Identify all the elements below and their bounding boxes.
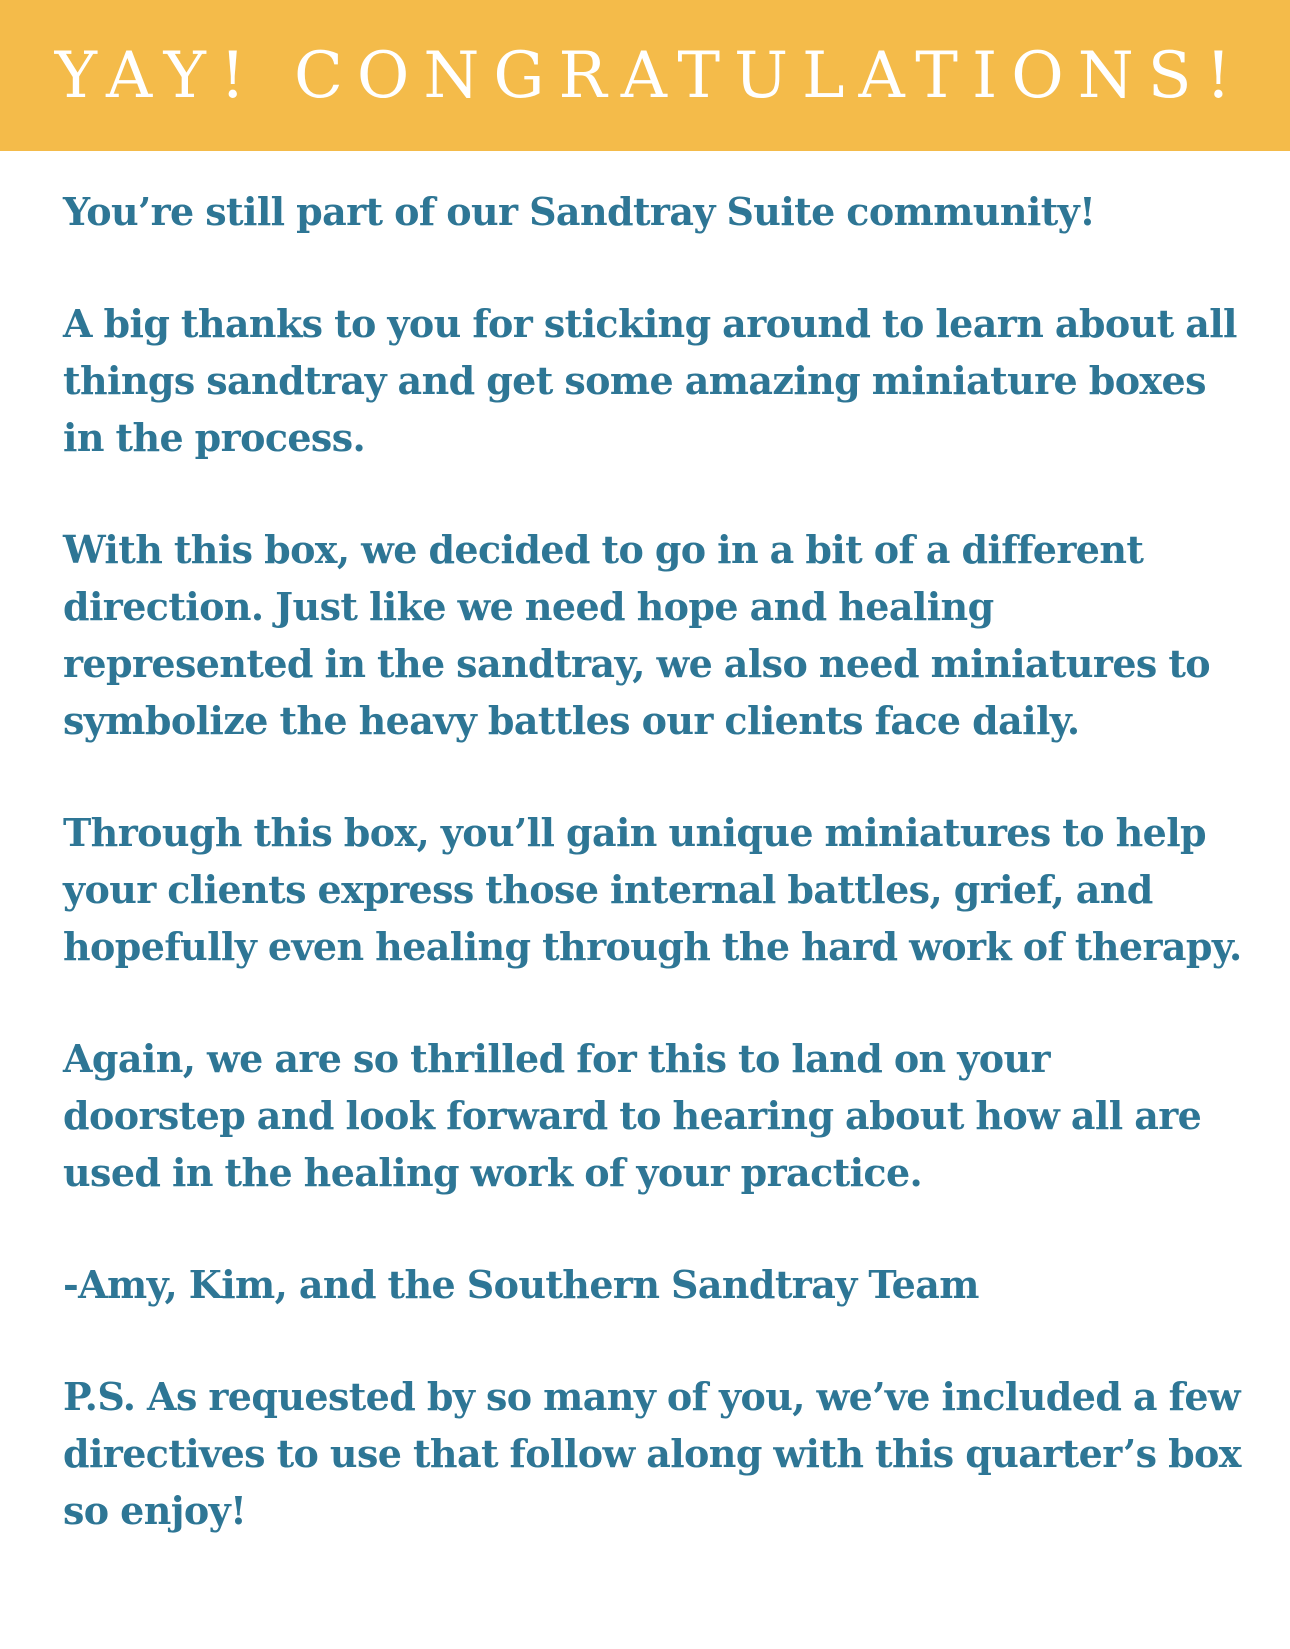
postscript-paragraph: P.S. As requested by so many of you, we’ve included a few directives to use that follow along with this quarter’s box so enjoy! xyxy=(63,1374,1241,1533)
thanks-paragraph: A big thanks to you for sticking around to learn about all things sandtray and get some amazing miniature boxes in the process. xyxy=(63,301,1237,460)
page-title: YAY! CONGRATULATIONS! xyxy=(54,38,1246,113)
miniatures-paragraph: Through this box, you’ll gain unique miniatures to help your clients express those internal battles, grief, and hopefully even healing through the hard work of therapy. xyxy=(63,810,1242,969)
letter-body xyxy=(63,183,1243,1539)
greeting-paragraph: You’re still part of our Sandtray Suite community! xyxy=(63,189,1096,234)
signature: -Amy, Kim, and the Southern Sandtray Team xyxy=(63,1262,979,1307)
header-banner xyxy=(0,0,1290,151)
box-direction-paragraph: With this box, we decided to go in a bit of a different direction. Just like we need hope and healing represented in the sandtray, we also need miniatures to symbolize the heavy battles our clients face daily. xyxy=(63,527,1211,743)
closing-paragraph: Again, we are so thrilled for this to land on your doorstep and look forward to hearing about how all are used in the healing work of your practice. xyxy=(63,1036,1202,1195)
